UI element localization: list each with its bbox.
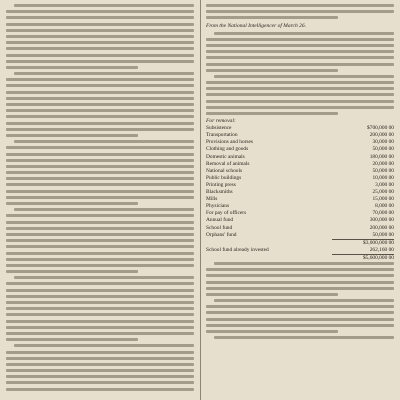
text-line: [6, 264, 194, 267]
row-label: Subsistence: [206, 125, 232, 132]
text-line: [6, 78, 194, 81]
text-line: [6, 54, 194, 57]
text-line: [214, 32, 394, 35]
text-line: [6, 115, 194, 118]
appropriation-table: [206, 125, 394, 262]
text-line: [6, 351, 194, 354]
row-label: Provisions and horses: [206, 139, 254, 146]
text-line: [6, 301, 194, 304]
text-line: [6, 313, 194, 316]
total-label: School fund already invested: [206, 247, 269, 254]
text-line: [6, 363, 194, 366]
text-line: [6, 134, 138, 137]
column-divider: [200, 0, 201, 400]
row-amount: 200,000 00: [369, 132, 394, 139]
row-amount: 20,000 00: [372, 160, 394, 167]
text-line: [206, 287, 394, 290]
row-amount: 10,000 00: [372, 174, 394, 181]
row-amount: 300,000 00: [369, 217, 394, 224]
text-line: [6, 103, 194, 106]
text-line: [206, 69, 338, 72]
right-column: [206, 4, 394, 396]
text-line: [6, 159, 194, 162]
text-line: [6, 23, 194, 26]
text-line: [6, 35, 194, 38]
text-line: [6, 196, 194, 199]
text-line: [206, 16, 338, 19]
row-amount: 70,000 00: [372, 210, 394, 217]
text-line: [206, 50, 394, 53]
text-line: [206, 293, 338, 296]
table-row: [206, 182, 394, 189]
text-line: [206, 268, 394, 271]
total-amount: 262,160 00: [369, 246, 394, 253]
text-line: [6, 97, 194, 100]
text-line: [6, 270, 138, 273]
text-line: [206, 87, 394, 90]
row-amount: 50,000 00: [372, 167, 394, 174]
text-line: [6, 326, 194, 329]
text-line: [6, 66, 138, 69]
text-line: [6, 16, 194, 19]
text-line: [206, 330, 338, 333]
table-row: [206, 217, 394, 224]
table-row: [206, 232, 394, 240]
text-line: [6, 252, 194, 255]
text-line: [6, 128, 194, 131]
text-line: [6, 258, 194, 261]
text-line: [14, 72, 194, 75]
row-amount: $700,000 00: [367, 125, 394, 132]
row-label: Removal of animals: [206, 160, 250, 167]
row-amount: 3,000 00: [375, 181, 394, 188]
text-line: [206, 324, 394, 327]
text-line: [214, 262, 394, 265]
text-line: [206, 93, 394, 96]
text-line: [206, 305, 394, 308]
row-label: School fund: [206, 224, 233, 231]
text-line: [206, 311, 394, 314]
total-row: [206, 247, 394, 255]
table-row: [206, 175, 394, 182]
text-line: [6, 41, 194, 44]
row-amount: 50,000 00: [372, 146, 394, 153]
text-line: [206, 112, 338, 115]
text-line: [6, 239, 194, 242]
table-row: [206, 225, 394, 232]
text-line: [6, 388, 194, 391]
text-line: [206, 4, 394, 7]
grand-total-amount: $5,600,000 00: [332, 254, 394, 262]
text-line: [206, 44, 394, 47]
text-line: [6, 357, 194, 360]
row-label: Physicians: [206, 203, 230, 210]
row-label: Domestic animals: [206, 153, 245, 160]
row-amount: 50,000 00: [372, 231, 394, 238]
text-line: [206, 274, 394, 277]
text-line: [14, 276, 194, 279]
text-line: [206, 281, 394, 284]
table-row: [206, 203, 394, 210]
row-label: For pay of officers: [206, 210, 247, 217]
text-line: [214, 299, 394, 302]
text-line: [6, 171, 194, 174]
row-amount: 180,000 00: [369, 153, 394, 160]
row-amount: 15,000 00: [372, 196, 394, 203]
table-row: [206, 139, 394, 146]
text-line: [6, 153, 194, 156]
text-line: [6, 60, 194, 63]
text-line: [206, 63, 394, 66]
text-line: [6, 289, 194, 292]
row-label: Printing press: [206, 181, 236, 188]
text-line: [6, 109, 194, 112]
subtotal-amount: $3,000,000 00: [332, 239, 394, 247]
text-line: [6, 190, 194, 193]
table-heading: For removal:: [206, 118, 236, 125]
text-line: [6, 122, 194, 125]
table-row: [206, 125, 394, 132]
text-line: [206, 38, 394, 41]
row-amount: 25,000 00: [372, 189, 394, 196]
text-line: [14, 208, 194, 211]
row-label: Orphans' fund: [206, 231, 237, 238]
table-row: [206, 189, 394, 196]
row-label: Transportation: [206, 132, 238, 139]
row-amount: 200,000 00: [369, 224, 394, 231]
table-row: [206, 168, 394, 175]
text-line: [6, 47, 194, 50]
text-line: [14, 4, 194, 7]
text-line: [6, 177, 194, 180]
text-line: [6, 29, 194, 32]
text-line: [14, 344, 194, 347]
table-row: [206, 146, 394, 153]
text-line: [6, 221, 194, 224]
text-line: [6, 320, 194, 323]
row-amount: 8,000 00: [375, 203, 394, 210]
text-line: [6, 332, 194, 335]
text-line: [6, 91, 194, 94]
row-label: Blacksmiths: [206, 189, 233, 196]
row-label: National schools: [206, 167, 243, 174]
row-label: Mills: [206, 196, 218, 203]
text-line: [6, 214, 194, 217]
text-line: [6, 146, 194, 149]
text-line: [6, 245, 194, 248]
text-line: [6, 227, 194, 230]
text-line: [14, 140, 194, 143]
text-line: [6, 10, 194, 13]
text-line: [6, 183, 194, 186]
row-label: Annual fund: [206, 217, 234, 224]
text-line: [6, 282, 194, 285]
text-line: [6, 233, 194, 236]
grand-total-row: [206, 254, 394, 262]
row-amount: 30,000 00: [372, 139, 394, 146]
table-row: [206, 196, 394, 203]
text-line: [206, 106, 394, 109]
text-line: [6, 338, 138, 341]
row-label: Clothing and goods: [206, 146, 249, 153]
text-line: [206, 10, 394, 13]
text-line: [6, 375, 194, 378]
text-line: [6, 165, 194, 168]
text-line: [6, 295, 194, 298]
text-line: [6, 202, 138, 205]
text-line: [206, 100, 394, 103]
row-label: Public buildings: [206, 174, 242, 181]
table-row: [206, 210, 394, 217]
text-line: [6, 369, 194, 372]
text-line: [6, 84, 194, 87]
text-line: [206, 318, 394, 321]
text-line: [206, 81, 394, 84]
subtotal-row: [206, 239, 394, 247]
source-heading: From the National Intelligencer of March 26.: [206, 22, 306, 29]
text-line: [6, 307, 194, 310]
left-column: [6, 4, 194, 396]
table-row: [206, 154, 394, 161]
text-line: [206, 56, 394, 59]
text-line: [214, 75, 394, 78]
text-line: [214, 336, 394, 339]
text-line: [6, 381, 194, 384]
table-row: [206, 161, 394, 168]
table-row: [206, 132, 394, 139]
